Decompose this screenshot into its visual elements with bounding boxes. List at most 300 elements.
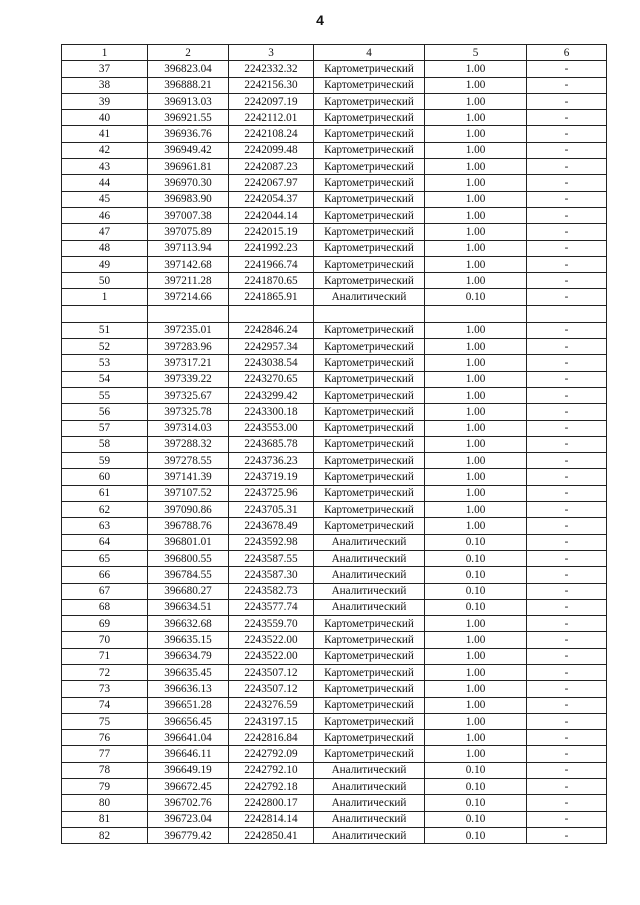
table-cell: 397211.28 xyxy=(148,273,229,289)
table-cell: 397090.86 xyxy=(148,502,229,518)
table-row xyxy=(62,436,607,452)
table-cell: Аналитический xyxy=(314,762,425,778)
table-cell: Картометрический xyxy=(314,110,425,126)
table-cell: 46 xyxy=(62,207,148,223)
table-cell: 396779.42 xyxy=(148,827,229,843)
table-cell: 2243522.00 xyxy=(229,648,314,664)
table-cell: 396800.55 xyxy=(148,550,229,566)
table-cell xyxy=(62,305,148,322)
table-cell: 397278.55 xyxy=(148,453,229,469)
table-row xyxy=(62,713,607,729)
table-cell: 2241865.91 xyxy=(229,289,314,305)
table-cell: 1.00 xyxy=(425,126,527,142)
table-cell: Картометрический xyxy=(314,159,425,175)
table-row xyxy=(62,534,607,550)
table-cell: 76 xyxy=(62,730,148,746)
table-cell: 1.00 xyxy=(425,697,527,713)
table-cell: 2243553.00 xyxy=(229,420,314,436)
table-cell: 396656.45 xyxy=(148,713,229,729)
table-cell: 0.10 xyxy=(425,583,527,599)
table-cell: 2243197.15 xyxy=(229,713,314,729)
table-row xyxy=(62,191,607,207)
table-cell: 1.00 xyxy=(425,191,527,207)
table-cell: 1.00 xyxy=(425,632,527,648)
table-cell: 2243719.19 xyxy=(229,469,314,485)
table-cell: 0.10 xyxy=(425,795,527,811)
table-row xyxy=(62,485,607,501)
table-cell: Картометрический xyxy=(314,322,425,338)
table-cell: 2243587.55 xyxy=(229,550,314,566)
table-cell: 396641.04 xyxy=(148,730,229,746)
table-cell: Аналитический xyxy=(314,550,425,566)
table-cell: 1.00 xyxy=(425,273,527,289)
table-cell: Аналитический xyxy=(314,567,425,583)
table-row xyxy=(62,616,607,632)
table-cell: Картометрический xyxy=(314,355,425,371)
table-cell: - xyxy=(527,697,607,713)
table-cell: 1.00 xyxy=(425,77,527,93)
table-cell xyxy=(148,305,229,322)
table-cell: 2243522.00 xyxy=(229,632,314,648)
table-cell: 396801.01 xyxy=(148,534,229,550)
table-cell: 75 xyxy=(62,713,148,729)
table-cell: 1.00 xyxy=(425,664,527,680)
column-header: 2 xyxy=(148,45,229,61)
table-row xyxy=(62,453,607,469)
table-row xyxy=(62,339,607,355)
table-row xyxy=(62,599,607,615)
table-cell: - xyxy=(527,713,607,729)
table-cell: 0.10 xyxy=(425,567,527,583)
table-cell: Аналитический xyxy=(314,779,425,795)
table-row xyxy=(62,779,607,795)
table-cell: - xyxy=(527,175,607,191)
table-cell: 396949.42 xyxy=(148,142,229,158)
table-cell xyxy=(425,305,527,322)
table-cell: - xyxy=(527,61,607,77)
table-cell: 39 xyxy=(62,93,148,109)
table-cell: Картометрический xyxy=(314,273,425,289)
table-cell: Аналитический xyxy=(314,583,425,599)
table-cell: Картометрический xyxy=(314,61,425,77)
table-cell: 79 xyxy=(62,779,148,795)
table-cell: Картометрический xyxy=(314,518,425,534)
table-cell: 1.00 xyxy=(425,746,527,762)
table-row xyxy=(62,355,607,371)
table-cell: Картометрический xyxy=(314,191,425,207)
table-row xyxy=(62,827,607,843)
table-cell: Картометрический xyxy=(314,126,425,142)
table-cell: Картометрический xyxy=(314,681,425,697)
table-cell: 2242814.14 xyxy=(229,811,314,827)
table-cell: - xyxy=(527,730,607,746)
table-cell: 1.00 xyxy=(425,339,527,355)
table-cell: Картометрический xyxy=(314,77,425,93)
table-cell: 2243276.59 xyxy=(229,697,314,713)
table-body xyxy=(62,61,607,844)
table-row xyxy=(62,583,607,599)
table-cell: 70 xyxy=(62,632,148,648)
table-cell: 54 xyxy=(62,371,148,387)
table-cell: - xyxy=(527,355,607,371)
table-cell: 397141.39 xyxy=(148,469,229,485)
table-cell: 397142.68 xyxy=(148,256,229,272)
table-cell: - xyxy=(527,811,607,827)
table-cell: - xyxy=(527,599,607,615)
table-row xyxy=(62,550,607,566)
table-cell: - xyxy=(527,289,607,305)
table-row xyxy=(62,289,607,305)
table-cell: 2242846.24 xyxy=(229,322,314,338)
table-cell: 397325.78 xyxy=(148,404,229,420)
table-cell: 2243038.54 xyxy=(229,355,314,371)
table-cell: - xyxy=(527,420,607,436)
table-row xyxy=(62,371,607,387)
table-cell: 2242792.09 xyxy=(229,746,314,762)
table-cell: 1.00 xyxy=(425,502,527,518)
table-cell: - xyxy=(527,224,607,240)
table-cell: 397214.66 xyxy=(148,289,229,305)
table-cell: - xyxy=(527,142,607,158)
table-cell: 69 xyxy=(62,616,148,632)
table-cell: 37 xyxy=(62,61,148,77)
table-cell: 55 xyxy=(62,387,148,403)
table-cell: 62 xyxy=(62,502,148,518)
table-cell: 61 xyxy=(62,485,148,501)
table-cell: 2242054.37 xyxy=(229,191,314,207)
table-cell: 396888.21 xyxy=(148,77,229,93)
table-cell: 396632.68 xyxy=(148,616,229,632)
table-cell: 1.00 xyxy=(425,681,527,697)
table-cell: 38 xyxy=(62,77,148,93)
table-cell: - xyxy=(527,746,607,762)
table-cell: - xyxy=(527,795,607,811)
table-row xyxy=(62,224,607,240)
table-cell: 1.00 xyxy=(425,355,527,371)
table-cell: Картометрический xyxy=(314,632,425,648)
table-cell: Аналитический xyxy=(314,827,425,843)
table-cell: Картометрический xyxy=(314,420,425,436)
table-cell: - xyxy=(527,469,607,485)
table-cell: - xyxy=(527,93,607,109)
table-cell: 63 xyxy=(62,518,148,534)
table-cell: 2243577.74 xyxy=(229,599,314,615)
table-cell: 396913.03 xyxy=(148,93,229,109)
table-cell: 396961.81 xyxy=(148,159,229,175)
column-header: 5 xyxy=(425,45,527,61)
table-cell: 2242044.14 xyxy=(229,207,314,223)
table-cell: 0.10 xyxy=(425,550,527,566)
table-cell: 43 xyxy=(62,159,148,175)
table-row xyxy=(62,681,607,697)
table-cell: 2243685.78 xyxy=(229,436,314,452)
column-header: 6 xyxy=(527,45,607,61)
table-row xyxy=(62,730,607,746)
table-cell xyxy=(314,305,425,322)
table-cell: 2242792.10 xyxy=(229,762,314,778)
table-cell: 2243300.18 xyxy=(229,404,314,420)
table-cell: 60 xyxy=(62,469,148,485)
table-cell: 2241966.74 xyxy=(229,256,314,272)
table-cell: 1.00 xyxy=(425,224,527,240)
table-cell: - xyxy=(527,518,607,534)
table-cell: 2242097.19 xyxy=(229,93,314,109)
table-cell: - xyxy=(527,159,607,175)
table-cell: 2242156.30 xyxy=(229,77,314,93)
table-cell: Картометрический xyxy=(314,453,425,469)
table-cell: 1.00 xyxy=(425,404,527,420)
table-cell: 396636.13 xyxy=(148,681,229,697)
table-cell: 397317.21 xyxy=(148,355,229,371)
table-cell: 50 xyxy=(62,273,148,289)
table-cell: 397283.96 xyxy=(148,339,229,355)
table-cell: Аналитический xyxy=(314,811,425,827)
table-row xyxy=(62,469,607,485)
table-cell: 2243270.65 xyxy=(229,371,314,387)
table-row xyxy=(62,159,607,175)
table-cell: Картометрический xyxy=(314,730,425,746)
table-cell: 396634.79 xyxy=(148,648,229,664)
table-cell: 1.00 xyxy=(425,420,527,436)
table-cell: 2242332.32 xyxy=(229,61,314,77)
table-cell: - xyxy=(527,256,607,272)
table-cell: 1.00 xyxy=(425,453,527,469)
table-cell: 1.00 xyxy=(425,142,527,158)
table-cell: Картометрический xyxy=(314,664,425,680)
table-cell: 2243736.23 xyxy=(229,453,314,469)
table-cell: 77 xyxy=(62,746,148,762)
table-cell: 1.00 xyxy=(425,175,527,191)
table-cell: 396672.45 xyxy=(148,779,229,795)
column-header: 3 xyxy=(229,45,314,61)
table-row xyxy=(62,795,607,811)
table-cell: 1.00 xyxy=(425,256,527,272)
table-cell: - xyxy=(527,240,607,256)
table-cell: Картометрический xyxy=(314,436,425,452)
table-row xyxy=(62,632,607,648)
table-cell: - xyxy=(527,485,607,501)
table-cell: Картометрический xyxy=(314,387,425,403)
table-cell: - xyxy=(527,616,607,632)
table-cell: 396702.76 xyxy=(148,795,229,811)
table-cell: 1.00 xyxy=(425,518,527,534)
table-cell: 1.00 xyxy=(425,713,527,729)
table-cell: - xyxy=(527,404,607,420)
table-cell: - xyxy=(527,273,607,289)
table-cell: - xyxy=(527,77,607,93)
table-cell: 2242792.18 xyxy=(229,779,314,795)
table-cell: Картометрический xyxy=(314,697,425,713)
table-cell: 40 xyxy=(62,110,148,126)
table-cell: 397314.03 xyxy=(148,420,229,436)
table-cell: Картометрический xyxy=(314,142,425,158)
table-cell: 1.00 xyxy=(425,93,527,109)
table-cell: 2243587.30 xyxy=(229,567,314,583)
table-cell: 49 xyxy=(62,256,148,272)
table-cell: 396635.15 xyxy=(148,632,229,648)
table-cell: - xyxy=(527,502,607,518)
table-cell: 397075.89 xyxy=(148,224,229,240)
table-cell: - xyxy=(527,387,607,403)
table-cell xyxy=(229,305,314,322)
table-cell: 396651.28 xyxy=(148,697,229,713)
table-cell: 1 xyxy=(62,289,148,305)
table-cell: 2243559.70 xyxy=(229,616,314,632)
table-cell: 72 xyxy=(62,664,148,680)
table-cell: Картометрический xyxy=(314,616,425,632)
table-cell: 1.00 xyxy=(425,159,527,175)
table-row xyxy=(62,207,607,223)
table-cell: 59 xyxy=(62,453,148,469)
table-cell: 1.00 xyxy=(425,207,527,223)
table-cell: 51 xyxy=(62,322,148,338)
table-cell: Картометрический xyxy=(314,485,425,501)
table-row xyxy=(62,256,607,272)
table-cell: 1.00 xyxy=(425,240,527,256)
table-row xyxy=(62,175,607,191)
table-cell: 68 xyxy=(62,599,148,615)
table-cell: 396646.11 xyxy=(148,746,229,762)
table-cell: 2243678.49 xyxy=(229,518,314,534)
page-number: 4 xyxy=(316,12,324,28)
column-header: 4 xyxy=(314,45,425,61)
table-row xyxy=(62,811,607,827)
column-header: 1 xyxy=(62,45,148,61)
table-cell: 397235.01 xyxy=(148,322,229,338)
table-cell: - xyxy=(527,762,607,778)
table-cell: 2241870.65 xyxy=(229,273,314,289)
table-cell: 82 xyxy=(62,827,148,843)
table-row xyxy=(62,240,607,256)
table-cell: 65 xyxy=(62,550,148,566)
table-cell: 2243592.98 xyxy=(229,534,314,550)
table-cell: 396921.55 xyxy=(148,110,229,126)
table-cell: 1.00 xyxy=(425,485,527,501)
table-cell: 1.00 xyxy=(425,61,527,77)
table-cell: Картометрический xyxy=(314,746,425,762)
table-cell: - xyxy=(527,534,607,550)
table-cell: - xyxy=(527,583,607,599)
table-cell: - xyxy=(527,827,607,843)
table-cell: 2242087.23 xyxy=(229,159,314,175)
table-cell: - xyxy=(527,436,607,452)
table-cell: 2241992.23 xyxy=(229,240,314,256)
table-cell: 2243507.12 xyxy=(229,664,314,680)
table-cell: 397107.52 xyxy=(148,485,229,501)
table-cell: 2242800.17 xyxy=(229,795,314,811)
table-cell: 48 xyxy=(62,240,148,256)
table-cell: Картометрический xyxy=(314,404,425,420)
table-cell: Аналитический xyxy=(314,795,425,811)
table-cell: 2242957.34 xyxy=(229,339,314,355)
table-cell: 1.00 xyxy=(425,387,527,403)
table-row xyxy=(62,93,607,109)
table-cell: - xyxy=(527,779,607,795)
table-row xyxy=(62,142,607,158)
table-cell: 1.00 xyxy=(425,616,527,632)
table-row xyxy=(62,126,607,142)
table-header-row xyxy=(62,45,607,61)
table-row xyxy=(62,77,607,93)
table-cell: 1.00 xyxy=(425,110,527,126)
table-cell: 2243299.42 xyxy=(229,387,314,403)
table-row xyxy=(62,502,607,518)
table-cell: Картометрический xyxy=(314,648,425,664)
table-cell: 396788.76 xyxy=(148,518,229,534)
table-cell: 47 xyxy=(62,224,148,240)
table-row xyxy=(62,746,607,762)
table-cell: 0.10 xyxy=(425,289,527,305)
table-cell: 2242850.41 xyxy=(229,827,314,843)
table-cell: 1.00 xyxy=(425,469,527,485)
table-row xyxy=(62,61,607,77)
table-cell: 2243582.73 xyxy=(229,583,314,599)
table-cell: 0.10 xyxy=(425,599,527,615)
table-cell: 73 xyxy=(62,681,148,697)
table-cell: 74 xyxy=(62,697,148,713)
table-cell: 2243705.31 xyxy=(229,502,314,518)
table-cell: 397007.38 xyxy=(148,207,229,223)
table-cell: 0.10 xyxy=(425,779,527,795)
table-cell: - xyxy=(527,207,607,223)
table-cell: Картометрический xyxy=(314,713,425,729)
table-cell: 67 xyxy=(62,583,148,599)
table-cell: 397288.32 xyxy=(148,436,229,452)
table-cell: Картометрический xyxy=(314,502,425,518)
table-cell: 396983.90 xyxy=(148,191,229,207)
table-cell: 0.10 xyxy=(425,827,527,843)
table-row xyxy=(62,420,607,436)
table-row xyxy=(62,305,607,322)
table-row xyxy=(62,648,607,664)
table-row xyxy=(62,387,607,403)
table-cell: 42 xyxy=(62,142,148,158)
table-cell: - xyxy=(527,567,607,583)
table-row xyxy=(62,567,607,583)
table-cell: 2242015.19 xyxy=(229,224,314,240)
table-row xyxy=(62,697,607,713)
table-cell: Картометрический xyxy=(314,256,425,272)
table-cell: 2242067.97 xyxy=(229,175,314,191)
table-cell: 397325.67 xyxy=(148,387,229,403)
table-cell: 396635.45 xyxy=(148,664,229,680)
table-cell: 1.00 xyxy=(425,648,527,664)
table-cell: Картометрический xyxy=(314,207,425,223)
table-cell: Картометрический xyxy=(314,93,425,109)
table-cell: Аналитический xyxy=(314,534,425,550)
table-row xyxy=(62,322,607,338)
table-cell: 0.10 xyxy=(425,811,527,827)
table-cell: 1.00 xyxy=(425,436,527,452)
coordinates-table xyxy=(61,44,607,844)
table-cell: - xyxy=(527,453,607,469)
table-cell: 396784.55 xyxy=(148,567,229,583)
table-cell: 397339.22 xyxy=(148,371,229,387)
table-cell xyxy=(527,305,607,322)
table-row xyxy=(62,110,607,126)
table-cell: 397113.94 xyxy=(148,240,229,256)
table-cell: 57 xyxy=(62,420,148,436)
table-cell: 396970.30 xyxy=(148,175,229,191)
table-cell: 78 xyxy=(62,762,148,778)
table-cell: Картометрический xyxy=(314,371,425,387)
table-row xyxy=(62,518,607,534)
table-cell: 396649.19 xyxy=(148,762,229,778)
table-cell: Аналитический xyxy=(314,289,425,305)
table-cell: 396680.27 xyxy=(148,583,229,599)
table-cell: - xyxy=(527,322,607,338)
table-cell: 2243725.96 xyxy=(229,485,314,501)
